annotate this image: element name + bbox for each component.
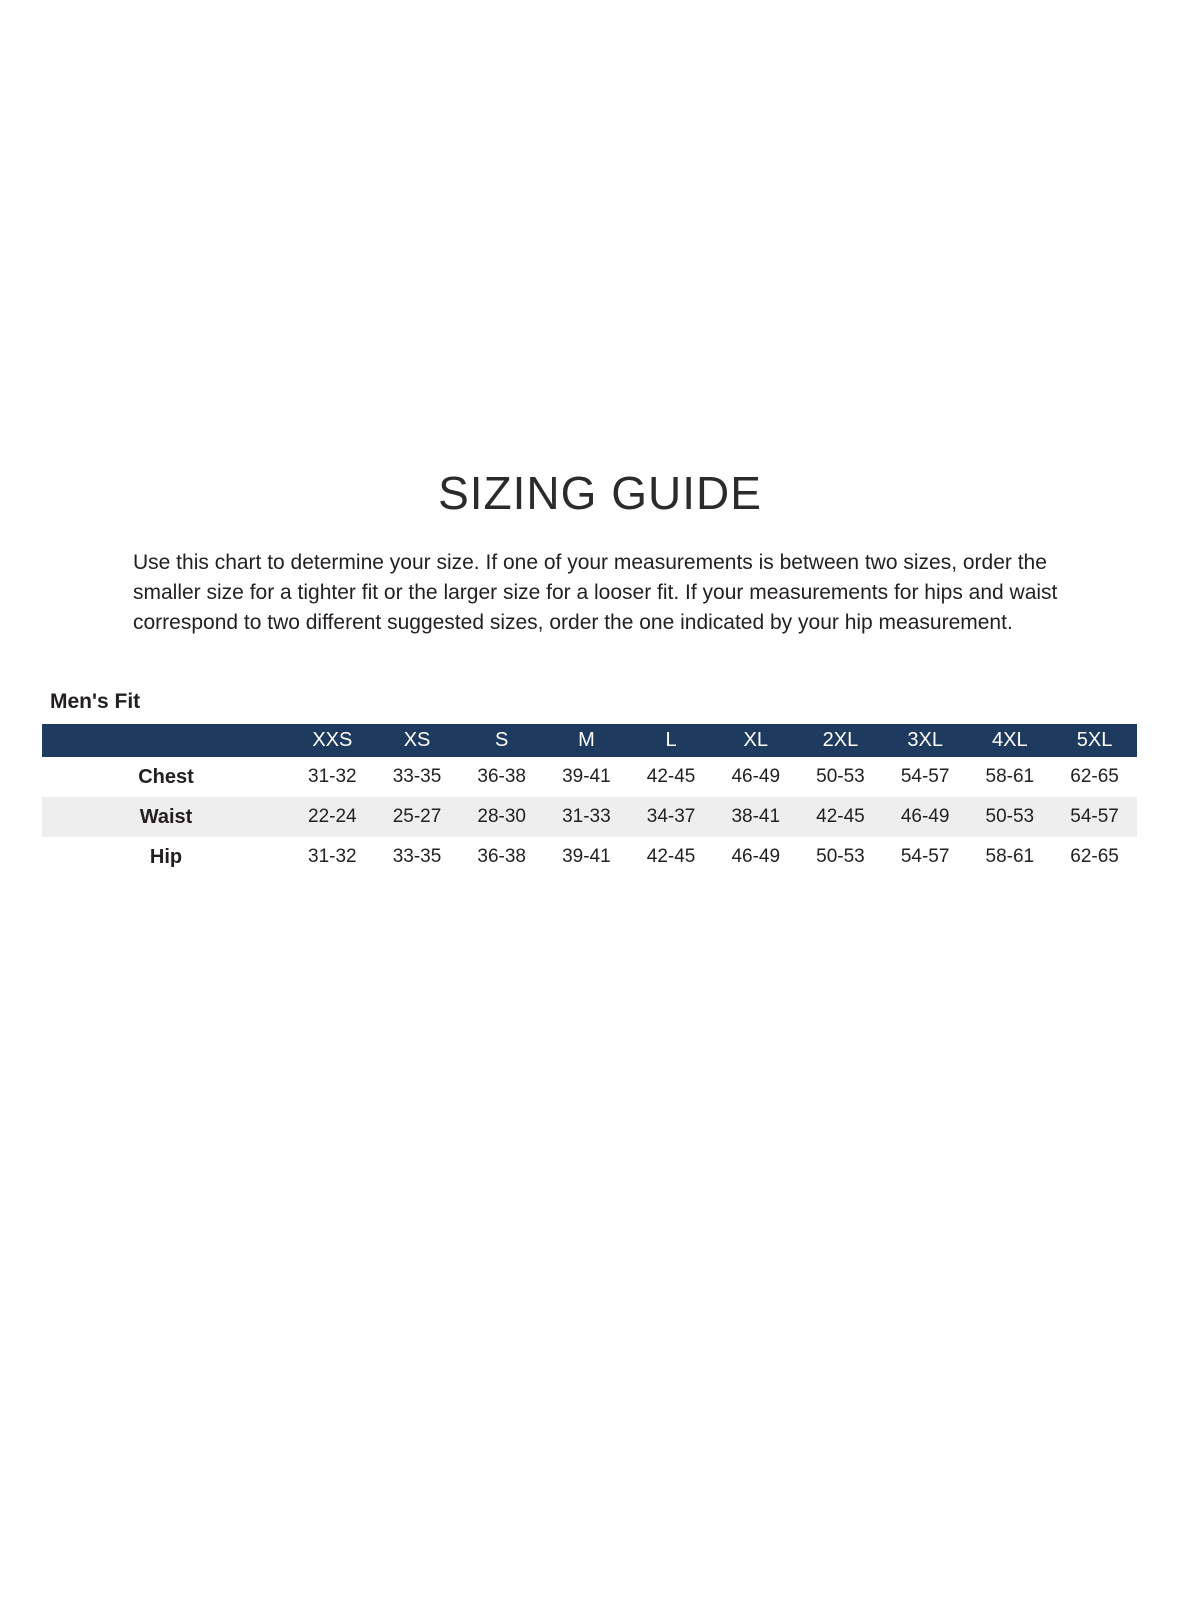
header-empty-cell <box>42 724 290 757</box>
row-label-hip: Hip <box>149 845 183 868</box>
table-cell: 54-57 <box>1070 806 1119 827</box>
table-cell: 62-65 <box>1070 846 1119 867</box>
table-cell: 25-27 <box>392 806 442 827</box>
table-cell: 39-41 <box>562 766 611 787</box>
header-cell-s: S <box>495 729 509 751</box>
page-title: SIZING GUIDE <box>438 467 762 519</box>
table-cell: 46-49 <box>731 766 781 787</box>
intro-paragraph: Use this chart to determine your size. If one of your measurements is between two sizes, order the smaller size for a tighter fit or the larger size for a looser fit. If your measurements for hips and waist correspond to two different suggested sizes, order the one indicated by your hip measurement. <box>133 551 1058 634</box>
table-row-chest <box>42 757 1137 797</box>
table-cell: 36-38 <box>477 846 527 867</box>
row-label-chest: Chest <box>138 765 194 788</box>
table-cell: 50-53 <box>985 806 1035 827</box>
table-row-waist <box>42 797 1137 837</box>
header-cell-4xl: 4XL <box>992 729 1028 751</box>
table-cell: 58-61 <box>985 766 1035 787</box>
table-cell: 33-35 <box>392 766 442 787</box>
table-cell: 33-35 <box>392 846 442 867</box>
row-label-waist: Waist <box>139 805 193 828</box>
table-cell: 42-45 <box>816 806 865 827</box>
table-header-row <box>42 724 1137 757</box>
header-cell-5xl: 5XL <box>1076 729 1113 751</box>
table-cell: 62-65 <box>1070 766 1119 787</box>
table-cell: 54-57 <box>900 846 950 867</box>
table-cell: 39-41 <box>562 846 611 867</box>
header-cell-m: M <box>578 729 595 751</box>
table-cell: 31-32 <box>308 766 357 787</box>
header-cell-l: L <box>665 729 677 751</box>
section-label-mens-fit: Men's Fit <box>50 690 141 713</box>
header-cell-xs: XS <box>403 729 431 751</box>
table-cell: 58-61 <box>985 846 1035 867</box>
table-cell: 46-49 <box>731 846 781 867</box>
table-cell: 22-24 <box>308 806 357 827</box>
table-cell: 50-53 <box>816 766 865 787</box>
table-cell: 28-30 <box>477 806 527 827</box>
table-cell: 34-37 <box>646 806 696 827</box>
header-cell-xxs: XXS <box>312 729 353 751</box>
table-cell: 50-53 <box>816 846 865 867</box>
header-cell-xl: XL <box>743 729 769 751</box>
table-cell: 31-32 <box>308 846 357 867</box>
table-cell: 42-45 <box>646 846 696 867</box>
header-cell-2xl: 2XL <box>822 729 859 751</box>
table-cell: 38-41 <box>731 806 781 827</box>
table-cell: 36-38 <box>477 766 527 787</box>
sizing-table <box>42 724 1137 877</box>
table-cell: 54-57 <box>900 766 950 787</box>
header-cell-3xl: 3XL <box>907 729 943 751</box>
table-cell: 31-33 <box>562 806 611 827</box>
table-cell: 46-49 <box>900 806 950 827</box>
table-cell: 42-45 <box>646 766 696 787</box>
table-row-hip <box>42 837 1137 877</box>
